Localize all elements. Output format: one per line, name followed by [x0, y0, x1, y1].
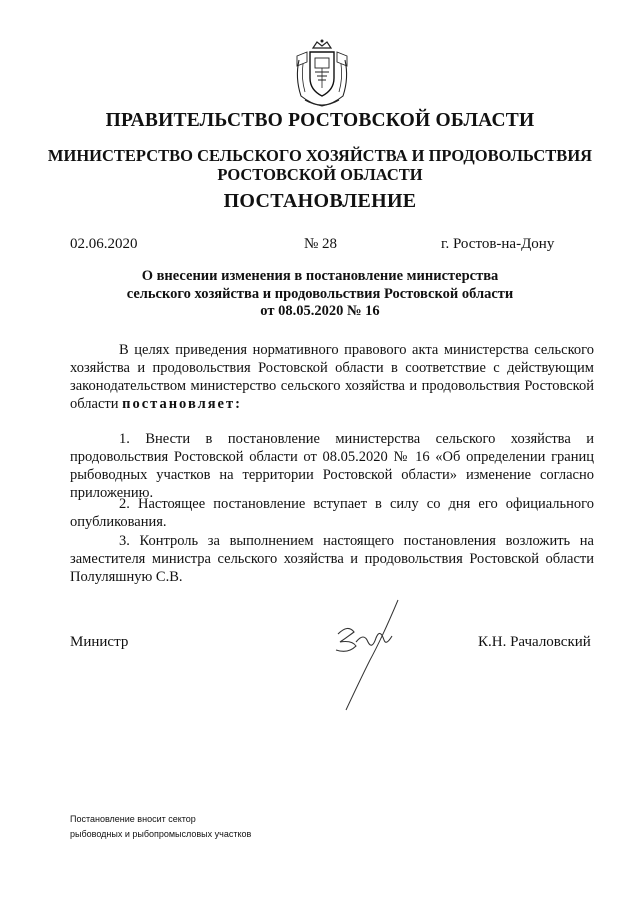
- footer-note: [70, 812, 251, 842]
- title-line1: О внесении изменения в постановление министерства: [141, 268, 499, 284]
- document-date: 02.06.2020: [70, 236, 138, 252]
- signatory-position: Министр: [70, 634, 129, 650]
- document-type: ПОСТАНОВЛЕНИЕ: [223, 190, 417, 212]
- item-3: 3. Контроль за выполнением настоящего постановления возложить на заместителя министра сельского хозяйства и продовольствия Ростовской области Полуляшную С.В.: [70, 533, 594, 585]
- signatory-name: К.Н. Рачаловский: [478, 634, 591, 650]
- ministry-heading: [0, 146, 640, 184]
- handwritten-signature: [320, 598, 410, 713]
- preamble-text: В целях приведения нормативного правового акта министерства сельского хозяйства и продовольствия Ростовской области в соответствие с действующим законодательством министерство сельского хозяйства и продовольствия Ростовской области: [70, 342, 594, 412]
- preamble-paragraph: [70, 341, 594, 413]
- government-heading: ПРАВИТЕЛЬСТВО РОСТОВСКОЙ ОБЛАСТИ: [105, 110, 535, 131]
- item-2: 2. Настоящее постановление вступает в силу со дня его официального опубликования.: [70, 496, 594, 530]
- footer-line2: рыбоводных и рыбопромысловых участков: [70, 829, 252, 839]
- coat-of-arms-icon: [291, 38, 353, 110]
- item-1: 1. Внести в постановление министерства сельского хозяйства и продовольствия Ростовской области от 08.05.2020 № 16 «Об определении границ рыбоводных участков на территории Ростовской области» изменение согласно приложению.: [70, 431, 594, 501]
- document-number: № 28: [304, 236, 338, 252]
- ministry-heading-line1: МИНИСТЕРСТВО СЕЛЬСКОГО ХОЗЯЙСТВА И ПРОДОВОЛЬСТВИЯ: [47, 146, 593, 165]
- resolves-word: постановляет:: [122, 396, 242, 412]
- footer-line1: Постановление вносит сектор: [70, 814, 196, 824]
- ministry-heading-line2: РОСТОВСКОЙ ОБЛАСТИ: [217, 165, 423, 184]
- title-line3: от 08.05.2020 № 16: [260, 303, 380, 319]
- document-place: г. Ростов-на-Дону: [441, 236, 555, 252]
- title-line2: сельского хозяйства и продовольствия Ростовской области: [126, 285, 514, 302]
- document-title: [0, 268, 640, 321]
